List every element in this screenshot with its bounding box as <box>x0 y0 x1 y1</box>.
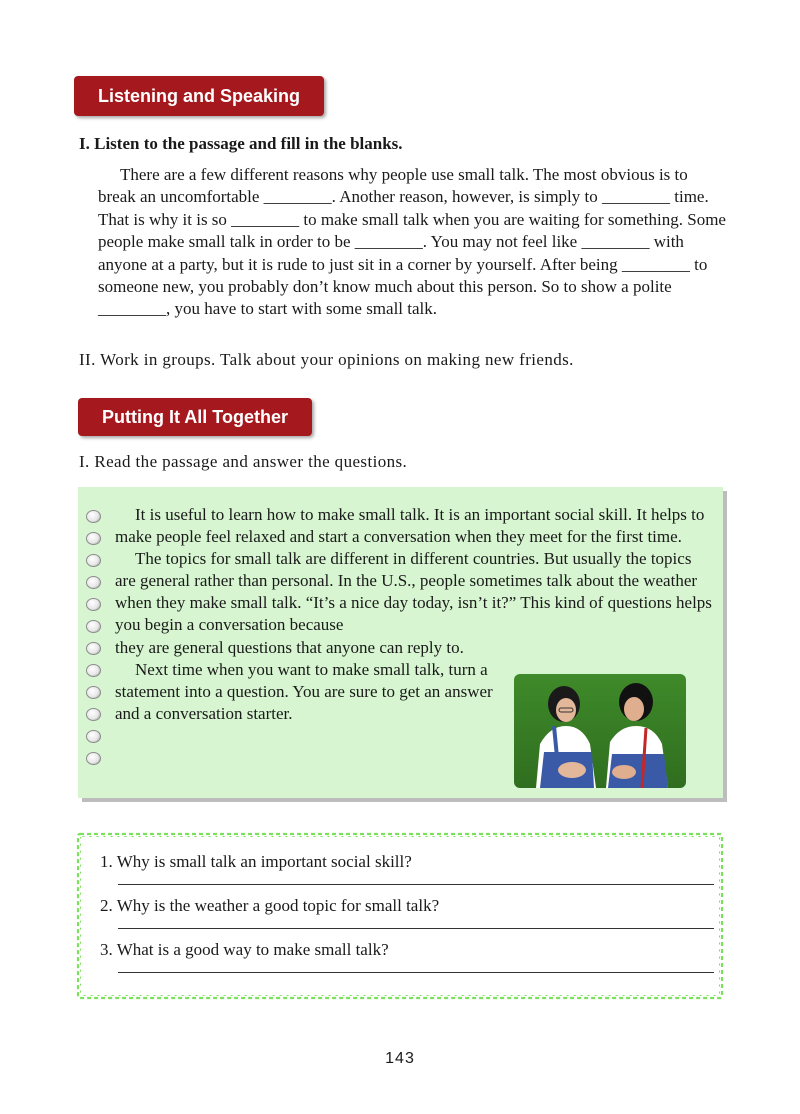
question-item <box>100 852 720 896</box>
binder-ring-icon <box>86 532 101 545</box>
question-text: 3. What is a good way to make small talk? <box>100 940 389 959</box>
question-item <box>100 896 720 940</box>
comprehension-questions <box>100 852 720 984</box>
question-text: 1. Why is small talk an important social skill? <box>100 852 412 871</box>
answer-line[interactable] <box>118 972 714 973</box>
binder-ring-icon <box>86 554 101 567</box>
section-tag-listening-speaking: Listening and Speaking <box>74 76 324 116</box>
page-number: 143 <box>385 1050 415 1067</box>
section-tag-putting-together: Putting It All Together <box>78 398 312 436</box>
binder-ring-icon <box>86 598 101 611</box>
reading-paragraph-1: It is useful to learn how to make small talk. It is an important social skill. It helps to make people feel relaxed and start a conversation when they meet for the first time. <box>115 505 705 547</box>
binder-ring-icon <box>86 642 101 655</box>
photo-two-students-chatting <box>514 674 686 788</box>
reading-paragraph-2: The topics for small talk are different in different countries. But usually the topics are general rather than personal. In the U.S., people sometimes talk about the weather when they make small talk. “It’s a nice day today, isn’t it?” This kind of questions helps you begin a conversation because <box>115 549 712 635</box>
task-heading-read-passage: I. Read the passage and answer the questions. <box>79 452 408 471</box>
question-item <box>100 940 720 984</box>
task-heading-fill-blanks: I. Listen to the passage and fill in the blanks. <box>79 134 403 153</box>
binder-ring-icon <box>86 686 101 699</box>
binder-ring-icon <box>86 708 101 721</box>
answer-line[interactable] <box>118 928 714 929</box>
binder-ring-icon <box>86 620 101 633</box>
answer-line[interactable] <box>118 884 714 885</box>
binder-ring-icon <box>86 730 101 743</box>
reading-paragraph-3: Next time when you want to make small talk, turn a statement into a question. You are sure to get an answer and a conversation starter. <box>115 659 493 723</box>
binder-ring-icon <box>86 510 101 523</box>
binder-ring-icon <box>86 576 101 589</box>
binder-ring-icon <box>86 752 101 765</box>
question-text: 2. Why is the weather a good topic for small talk? <box>100 896 440 915</box>
reading-paragraph-2-end: they are general questions that anyone can reply to. <box>115 637 464 657</box>
listening-passage-text: There are a few different reasons why people use small talk. The most obvious is to break an uncomfortable ________. Another reason, however, is simply to ________ time. That is why it is so ________ to make small talk when you are waiting for something. Some people make small talk in order to be ________. You may not feel like ________ with anyone at a party, but it is rude to just sit in a corner by yourself. After being ________ to someone new, you probably don’t know much about this person. So to show a polite ________, you have to start with some small talk. <box>98 165 726 319</box>
binder-ring-icon <box>86 664 101 677</box>
task-heading-group-work: II. Work in groups. Talk about your opinions on making new friends. <box>79 350 574 369</box>
listening-passage <box>98 164 728 321</box>
